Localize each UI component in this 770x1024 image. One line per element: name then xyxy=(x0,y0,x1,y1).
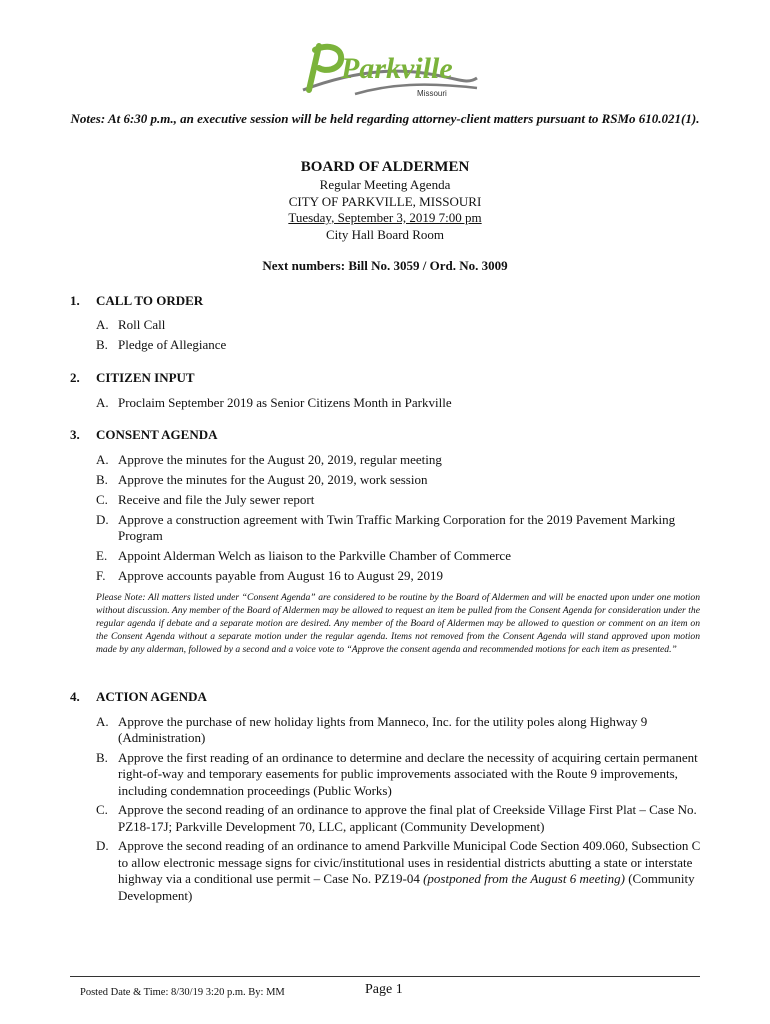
agenda-item: F. Approve accounts payable from August 16 to August 29, 2019 xyxy=(96,568,443,583)
footer-divider xyxy=(70,976,700,977)
postponed-note: (postponed from the August 6 meeting) xyxy=(423,871,625,886)
section-title: CALL TO ORDER xyxy=(96,293,204,308)
agenda-item: A. Roll Call xyxy=(96,316,166,332)
section-number: 4. xyxy=(70,689,80,704)
section-action-agenda xyxy=(70,689,710,904)
agenda-item: B. Approve the first reading of an ordinance to determine and declare the necessity of acquiring certain permanent right-of-way and temporary easements for public improvements associated with the Route 9 improvements, including condemnation proceedings (Public Works) xyxy=(96,749,698,798)
section-number: 1. xyxy=(70,293,80,308)
agenda-item: C. Receive and file the July sewer report xyxy=(96,491,315,507)
section-number: 2. xyxy=(70,370,80,385)
section-title: ACTION AGENDA xyxy=(96,689,207,704)
parkville-logo-graphic xyxy=(295,38,480,100)
agenda-item: B. Approve the minutes for the August 20, 2019, work session xyxy=(96,471,428,487)
section-number: 3. xyxy=(70,427,80,442)
agenda-item: E. Appoint Alderman Welch as liaison to the Parkville Chamber of Commerce xyxy=(96,548,511,563)
parkville-logo xyxy=(295,38,480,100)
consent-agenda-note: Please Note: All matters listed under “Consent Agenda” are considered to be routine by the Board of Aldermen and will be enacted upon under one motion without discussion. Any member of the Board of Aldermen may be allowed to request an item be pulled from the Consent Agenda for consideration under the regular agenda if debate and a separate motion are desired. Any member of the Board of Aldermen may be allowed to question or comment on an item on the Consent Agenda without a separate motion under the regular agenda. Items not removed from the Consent Agenda will stand approved upon motion made by any alderman, followed by a second and a voice vote to “Approve the consent agenda and recommended motions for each item as presented.” xyxy=(96,591,700,655)
agenda-item: B. Pledge of Allegiance xyxy=(96,337,227,352)
agenda-item: D. Approve the second reading of an ordinance to amend Parkville Municipal Code Section 409.060, Subsection C to allow electronic message signs for civic/institutional uses in residential districts abutting a state or interstate highway via a conditional use permit – Case No. PZ19-04 (postponed from the August 6 meeting) (Community Development) xyxy=(96,838,701,903)
agenda-subtitle: Regular Meeting Agenda xyxy=(319,177,451,192)
agenda-item: D. Approve a construction agreement with Twin Traffic Marking Corporation for the 2019 Pavement Marking Program xyxy=(96,511,676,543)
board-title: BOARD OF ALDERMEN xyxy=(300,159,470,175)
meeting-location: City Hall Board Room xyxy=(325,226,445,242)
posted-date: Posted Date & Time: 8/30/19 3:20 p.m. By: MM xyxy=(80,987,285,998)
agenda-item: A. Approve the minutes for the August 20, 2019, regular meeting xyxy=(96,451,442,467)
section-title: CITIZEN INPUT xyxy=(96,370,195,385)
page-number: Page 1 xyxy=(365,982,403,997)
agenda-item: C. Approve the second reading of an ordinance to approve the final plat of Creekside Village First Plat – Case No. PZ18-17J; Parkville Development 70, LLC, applicant (Community Development) xyxy=(96,802,697,834)
section-call-to-order xyxy=(70,293,710,354)
executive-session-note: Notes: At 6:30 p.m., an executive session will be held regarding attorney-client matters pursuant to RSMo 610.021(1). xyxy=(70,111,700,126)
logo-wordmark: Parkville xyxy=(341,52,453,85)
agenda-item: A. Proclaim September 2019 as Senior Citizens Month in Parkville xyxy=(96,394,452,410)
next-numbers: Next numbers: Bill No. 3059 / Ord. No. 3009 xyxy=(262,258,508,273)
logo-state: Missouri xyxy=(417,89,447,98)
section-citizen-input xyxy=(70,370,710,411)
agenda-header xyxy=(0,158,770,243)
meeting-date: Tuesday, September 3, 2019 7:00 pm xyxy=(288,210,482,225)
city-name: CITY OF PARKVILLE, MISSOURI xyxy=(288,193,482,209)
agenda-item: A. Approve the purchase of new holiday lights from Manneco, Inc. for the utility poles along Highway 9 (Administration) xyxy=(96,713,648,745)
section-title: CONSENT AGENDA xyxy=(96,427,218,442)
section-consent-agenda xyxy=(70,427,710,656)
